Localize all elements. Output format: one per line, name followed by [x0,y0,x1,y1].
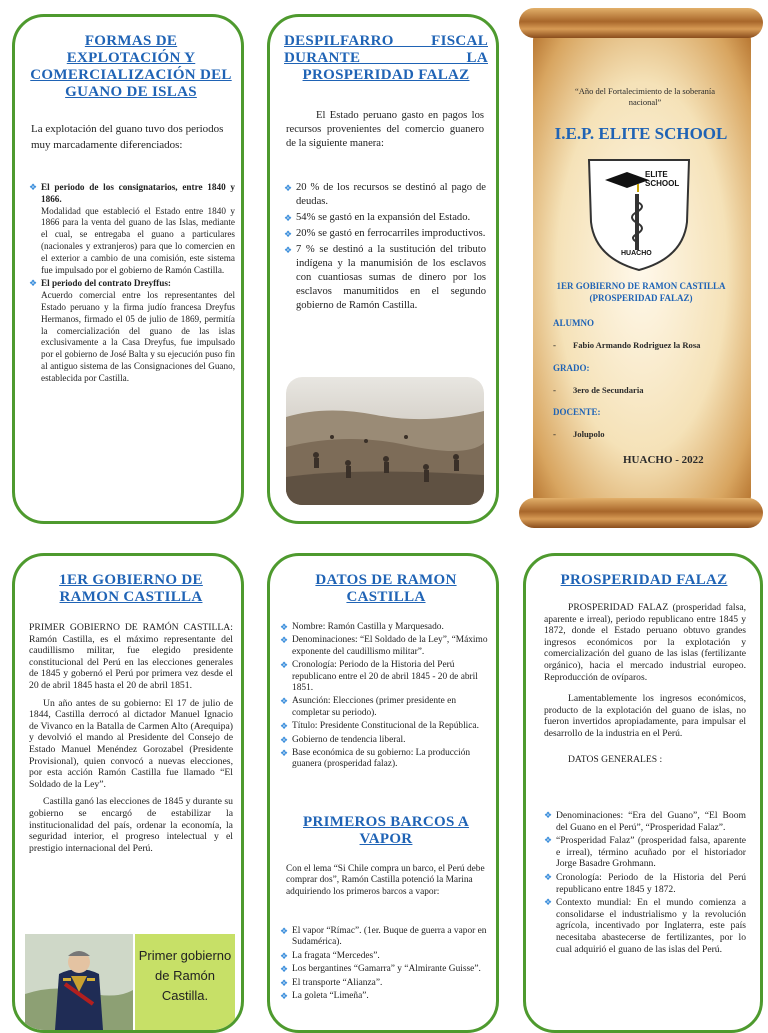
periods-list [29,182,235,387]
list-item: ❖ Denominaciones: “Era del Guano”, “El Boom del Guano en el Perú”, “Prosperidad Falaz”. [544,810,746,833]
list-item [29,278,235,384]
ships-list [280,926,490,1004]
panel-title: DATOS DE RAMON CASTILLA [315,572,457,605]
scroll-top-roll [519,8,763,38]
list-item: ❖ Título: Presidente Constitucional de la República. [280,721,490,732]
guano-workers-photo [286,377,484,505]
panel-guano-explotacion [12,14,244,524]
list-item: ❖ Los bergantines “Gamarra” y “Almirante Guisse”. [280,964,490,975]
castilla-portrait [25,934,133,1030]
list-item: ❖ 7 % se destinó a la sustitución del tributo indígena y la manumisión de los esclavos con cuantiosas sumas de dinero por los esclavos manumitidos en el segundo gobierno de Ramón Castilla. [284,243,486,313]
alumno-value: Fabio Armando Rodriguez la Rosa [573,340,701,350]
cover-scroll [519,8,763,530]
panel-primer-gobierno [12,553,244,1033]
panel-datos-castilla [267,553,499,1033]
paragraph: Castilla ganó las elecciones de 1845 y durante su gobierno se encargó de estabilizar la institucionalidad del país, ordenar la economía, la seguridad interior, el progreso intelectual y el prestigio internacional del Perú. [29,796,233,854]
intro-text: El Estado peruano gasto en pagos los recursos provenientes del comercio guanero de la siguiente manera: [286,110,484,149]
list-item: ❖ Gobierno de tendencia liberal. [280,735,490,746]
period-text: Acuerdo comercial entre los representantes del Estado peruano y la firma judío francesa Dreyfus Hermanos, firmado el 05 de julio de 1869, permitía la comercialización del guano de las islas exclusivamente a la Casa Dreyfus, fue impulsado por el gobierno de José Balta y su ejecución puso fin al antiguo sistema de las Consignaciones del Guano, establecida por Castilla. [41,290,235,383]
list-item: ❖ El vapor “Rímac”. (1er. Buque de guerra a vapor en Sudamérica). [280,926,490,949]
list-item: ❖ Denominaciones: “El Soldado de la Ley”, “Máximo exponente del caudillismo militar”. [280,635,490,658]
period-text: Modalidad que estableció el Estado entre 1840 y 1866 para la venta del guano de las Islas, mediante el cual, se entregaba el guano a particulares (nacionales y extranjeros) para que lo comercien en el exterior a cambio de una comisión, este sistema fue impulsado por el gobierno de Ramón Castilla. [41,205,235,275]
data-list [280,622,490,773]
body-text [544,602,746,777]
list-item: ❖ Nombre: Ramón Castilla y Marquesado. [280,622,490,633]
list-item: ❖ Cronología: Periodo de la Historia del Perú republicano entre 1845 y 1872. [544,872,746,895]
docente-label: DOCENTE: [553,407,601,417]
year-motto: “Año del Fortalecimiento de la soberanía nacional” [575,86,715,107]
grado-value: 3ero de Secundaria [573,385,644,395]
list-item: ❖ La goleta “Limeña”. [280,991,490,1002]
logo-city: HUACHO [621,250,652,257]
list-item: ❖ Contexto mundial: En el mundo comienza a consolidarse el industrialismo y la revolución agrícola, incentivado por Inglaterra, este país necesitaba abastecerse de fertilizantes, por lo cual adquirió el guano de las islas del Perú. [544,897,746,955]
panel-title: PROSPERIDAD FALAZ [560,572,728,588]
list-item: ❖ “Prosperidad Falaz” (prosperidad falsa, aparente e irreal), término acuñado por el historiador Jorge Basadre Grohmann. [544,835,746,870]
body-text [29,622,233,860]
period-title: El periodo de los consignatarios, entre 1840 y 1866. [41,182,235,204]
spending-list [284,181,486,315]
docente-value: Jolupolo [573,429,605,439]
portrait-caption: Primer gobierno de Ramón Castilla. [138,948,232,1003]
panel-title: 1ER GOBIERNO DE RAMON CASTILLA [59,572,203,605]
logo-text-line2: SCHOOL [645,179,680,188]
list-item: ❖ 20% se gastó en ferrocarriles improductivos. [284,227,486,241]
general-data-list [544,810,746,957]
topic-title: 1ER GOBIERNO DE RAMON CASTILLA (PROSPERIDAD FALAZ) [556,281,726,303]
panel-prosperidad-falaz [523,553,763,1033]
scroll-bottom-roll [519,498,763,528]
paragraph: Lamentablemente los ingresos económicos, producto de la explotación del guano de islas, no fueron invertidos apropiadamente, para impulsar el desarrollo de la industria en el Perú. [544,693,746,739]
dash: - [553,340,556,350]
list-item: ❖ Cronología: Periodo de la Historia del Perú republicano entre el 20 de abril 1845 - 20 de abril 1851. [280,660,490,694]
section-title: PRIMEROS BARCOS A VAPOR [303,814,469,847]
intro-text: La explotación del guano tuvo dos periodos muy marcadamente diferenciados: [31,123,224,151]
paragraph: Un año antes de su gobierno: El 17 de julio de 1844, Castilla derrocó al dictador Manuel Ignacio de Vivanco en la Batalla de Carmen Alto (Arequipa) y devolvió el mando al Presidente del Consejo de Estado Manuel Menéndez Gorozabel (Presidente Provisional), quien convocó a nuevas elecciones, por esta acción Ramón Castilla fue llamado “El Soldado de la Ley”. [29,697,233,790]
school-logo [583,154,695,274]
panel-title: FORMAS DE EXPLOTACIÓN Y COMERCIALIZACIÓN DEL GUANO DE ISLAS [30,33,232,100]
school-name: I.E.P. ELITE SCHOOL [554,124,728,143]
list-item: ❖ 20 % de los recursos se destinó al pago de deudas. [284,181,486,209]
period-title: El periodo del contrato Dreyffus: [41,278,171,289]
logo-text-line1: ELITE [645,170,668,179]
alumno-label: ALUMNO [553,318,594,328]
list-item: ❖ 54% se gastó en la expansión del Estado. [284,211,486,225]
intro-text: Con el lema “Si Chile compra un barco, el Perú debe comprar dos”, Ramón Castilla potenció la Marina adquiriendo los primeros barcos a vapor: [286,864,485,897]
dash: - [553,385,556,395]
paragraph: PROSPERIDAD FALAZ (prosperidad falsa, aparente e irreal), periodo republicano entre 1845 y 1872, donde el Estado peruano obtuvo grandes ingresos económicos por la explotación y comercialización del guano de las islas (fertilizante orgánico), hacia el mercado industrial europeo. Reproducción de ovíparos. [544,602,746,683]
grado-label: GRADO: [553,363,590,373]
place-year: HUACHO - 2022 [623,454,704,466]
list-item: ❖ La fragata “Mercedes”. [280,951,490,962]
list-item: ❖ Asunción: Elecciones (primer presidente en completar su periodo). [280,696,490,719]
list-item: ❖ Base económica de su gobierno: La producción guanera (prosperidad falaz). [280,748,490,771]
dash: - [553,429,556,439]
paragraph: PRIMER GOBIERNO DE RAMÓN CASTILLA: Ramón Castilla, es el máximo representante del caudillismo militar, fue elegido presidente constitucional del Perú en las elecciones generales de 1845 y gobernó el Perú por primera vez desde el 20 de abril 1845 hasta el 20 de abril 1851. [29,622,233,691]
panel-despilfarro [267,14,499,524]
list-item: ❖ El transporte “Alianza”. [280,978,490,989]
list-item [29,182,235,276]
subheading: DATOS GENERALES : [568,753,663,765]
panel-title: DESPILFARRO FISCAL DURANTE LA PROSPERIDAD FALAZ [284,33,488,83]
